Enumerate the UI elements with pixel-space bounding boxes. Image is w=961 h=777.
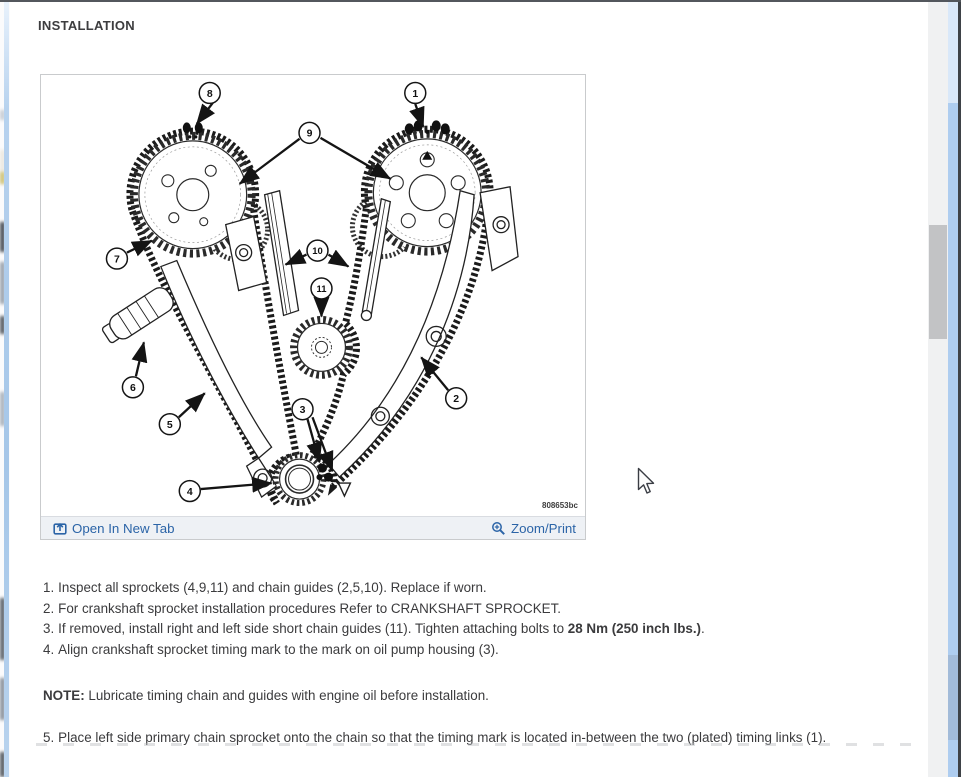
- callout-4: [179, 481, 200, 502]
- note-text: Lubricate timing chain and guides with engine oil before installation.: [84, 688, 489, 703]
- underlying-page-right-sliver: [948, 0, 958, 777]
- callout-6: [122, 377, 143, 398]
- instruction-item-3: [43, 619, 900, 640]
- list-marker: 1.: [43, 580, 55, 595]
- svg-text:6: 6: [129, 383, 136, 395]
- zoom-print-label: Zoom/Print: [510, 520, 576, 536]
- instruction-item-4: [43, 640, 900, 661]
- instruction-text: If removed, install right and left side short chain guides (11). Tighten attaching bolts to: [58, 621, 568, 636]
- note-label: NOTE:: [43, 688, 85, 703]
- svg-text:9: 9: [306, 128, 313, 140]
- idler-sprocket: [294, 319, 350, 375]
- instruction-item-1: [43, 578, 900, 599]
- underlying-page-left-sliver: [0, 0, 10, 777]
- svg-text:10: 10: [312, 246, 323, 258]
- figure-card: [40, 74, 586, 540]
- callout-3: [292, 399, 313, 420]
- torque-spec: 28 Nm (250 inch lbs.): [567, 621, 702, 636]
- zoom-magnifier-icon: [491, 521, 506, 536]
- open-in-new-tab-link[interactable]: [53, 521, 175, 536]
- tensioner: [99, 284, 177, 347]
- svg-text:1: 1: [412, 88, 419, 100]
- instruction-text: .: [701, 621, 705, 636]
- callout-10: [307, 240, 328, 261]
- figure-footer-bar: [41, 516, 585, 539]
- figure-image: [41, 75, 585, 516]
- callout-11: [311, 278, 332, 299]
- callout-9: [299, 122, 320, 143]
- panel-top-border: [0, 0, 961, 2]
- zoom-print-link[interactable]: [491, 521, 576, 536]
- instruction-text: Align crankshaft sprocket timing mark to the mark on oil pump housing (3).: [58, 641, 499, 657]
- svg-text:8: 8: [206, 88, 213, 100]
- svg-text:3: 3: [299, 405, 306, 417]
- crankshaft-sprocket: [276, 455, 324, 503]
- svg-text:2: 2: [453, 394, 460, 406]
- svg-text:7: 7: [114, 254, 120, 266]
- content-panel: [10, 2, 928, 777]
- open-in-new-tab-label: Open In New Tab: [72, 520, 175, 536]
- instruction-item-2: [43, 599, 900, 620]
- note-row: [43, 686, 900, 707]
- instruction-text: For crankshaft sprocket installation procedures Refer to CRANKSHAFT SPROCKET.: [58, 600, 561, 616]
- callout-1: [405, 82, 426, 103]
- timing-chain-diagram: [41, 75, 585, 516]
- left-bracket-arm: [226, 217, 267, 291]
- list-marker: 2.: [43, 600, 55, 616]
- svg-text:5: 5: [166, 419, 173, 431]
- page-title: INSTALLATION: [38, 18, 135, 33]
- instruction-text: Inspect all sprockets (4,9,11) and chain guides (2,5,10). Replace if worn.: [58, 580, 487, 595]
- callout-5: [159, 414, 180, 435]
- callout-7: [106, 248, 127, 269]
- left-blue-edge: [4, 0, 9, 777]
- instruction-text: Place left side primary chain sprocket onto the chain so that the timing mark is located in-between the two (plated) timing links (1).: [58, 729, 827, 745]
- svg-text:11: 11: [316, 284, 327, 296]
- open-in-new-tab-icon: [53, 521, 67, 535]
- list-marker: 3.: [43, 621, 55, 636]
- list-marker: 4.: [43, 641, 55, 657]
- instruction-list: [43, 578, 900, 748]
- panel-scrollbar-track[interactable]: [928, 2, 948, 777]
- figure-id-label: 808653bc: [542, 501, 578, 511]
- panel-scrollbar-thumb[interactable]: [929, 225, 947, 339]
- list-marker: 5.: [43, 729, 55, 745]
- callout-2: [446, 388, 467, 409]
- callout-8: [199, 82, 220, 103]
- clipped-next-text-line: [36, 743, 912, 746]
- svg-text:4: 4: [186, 486, 193, 498]
